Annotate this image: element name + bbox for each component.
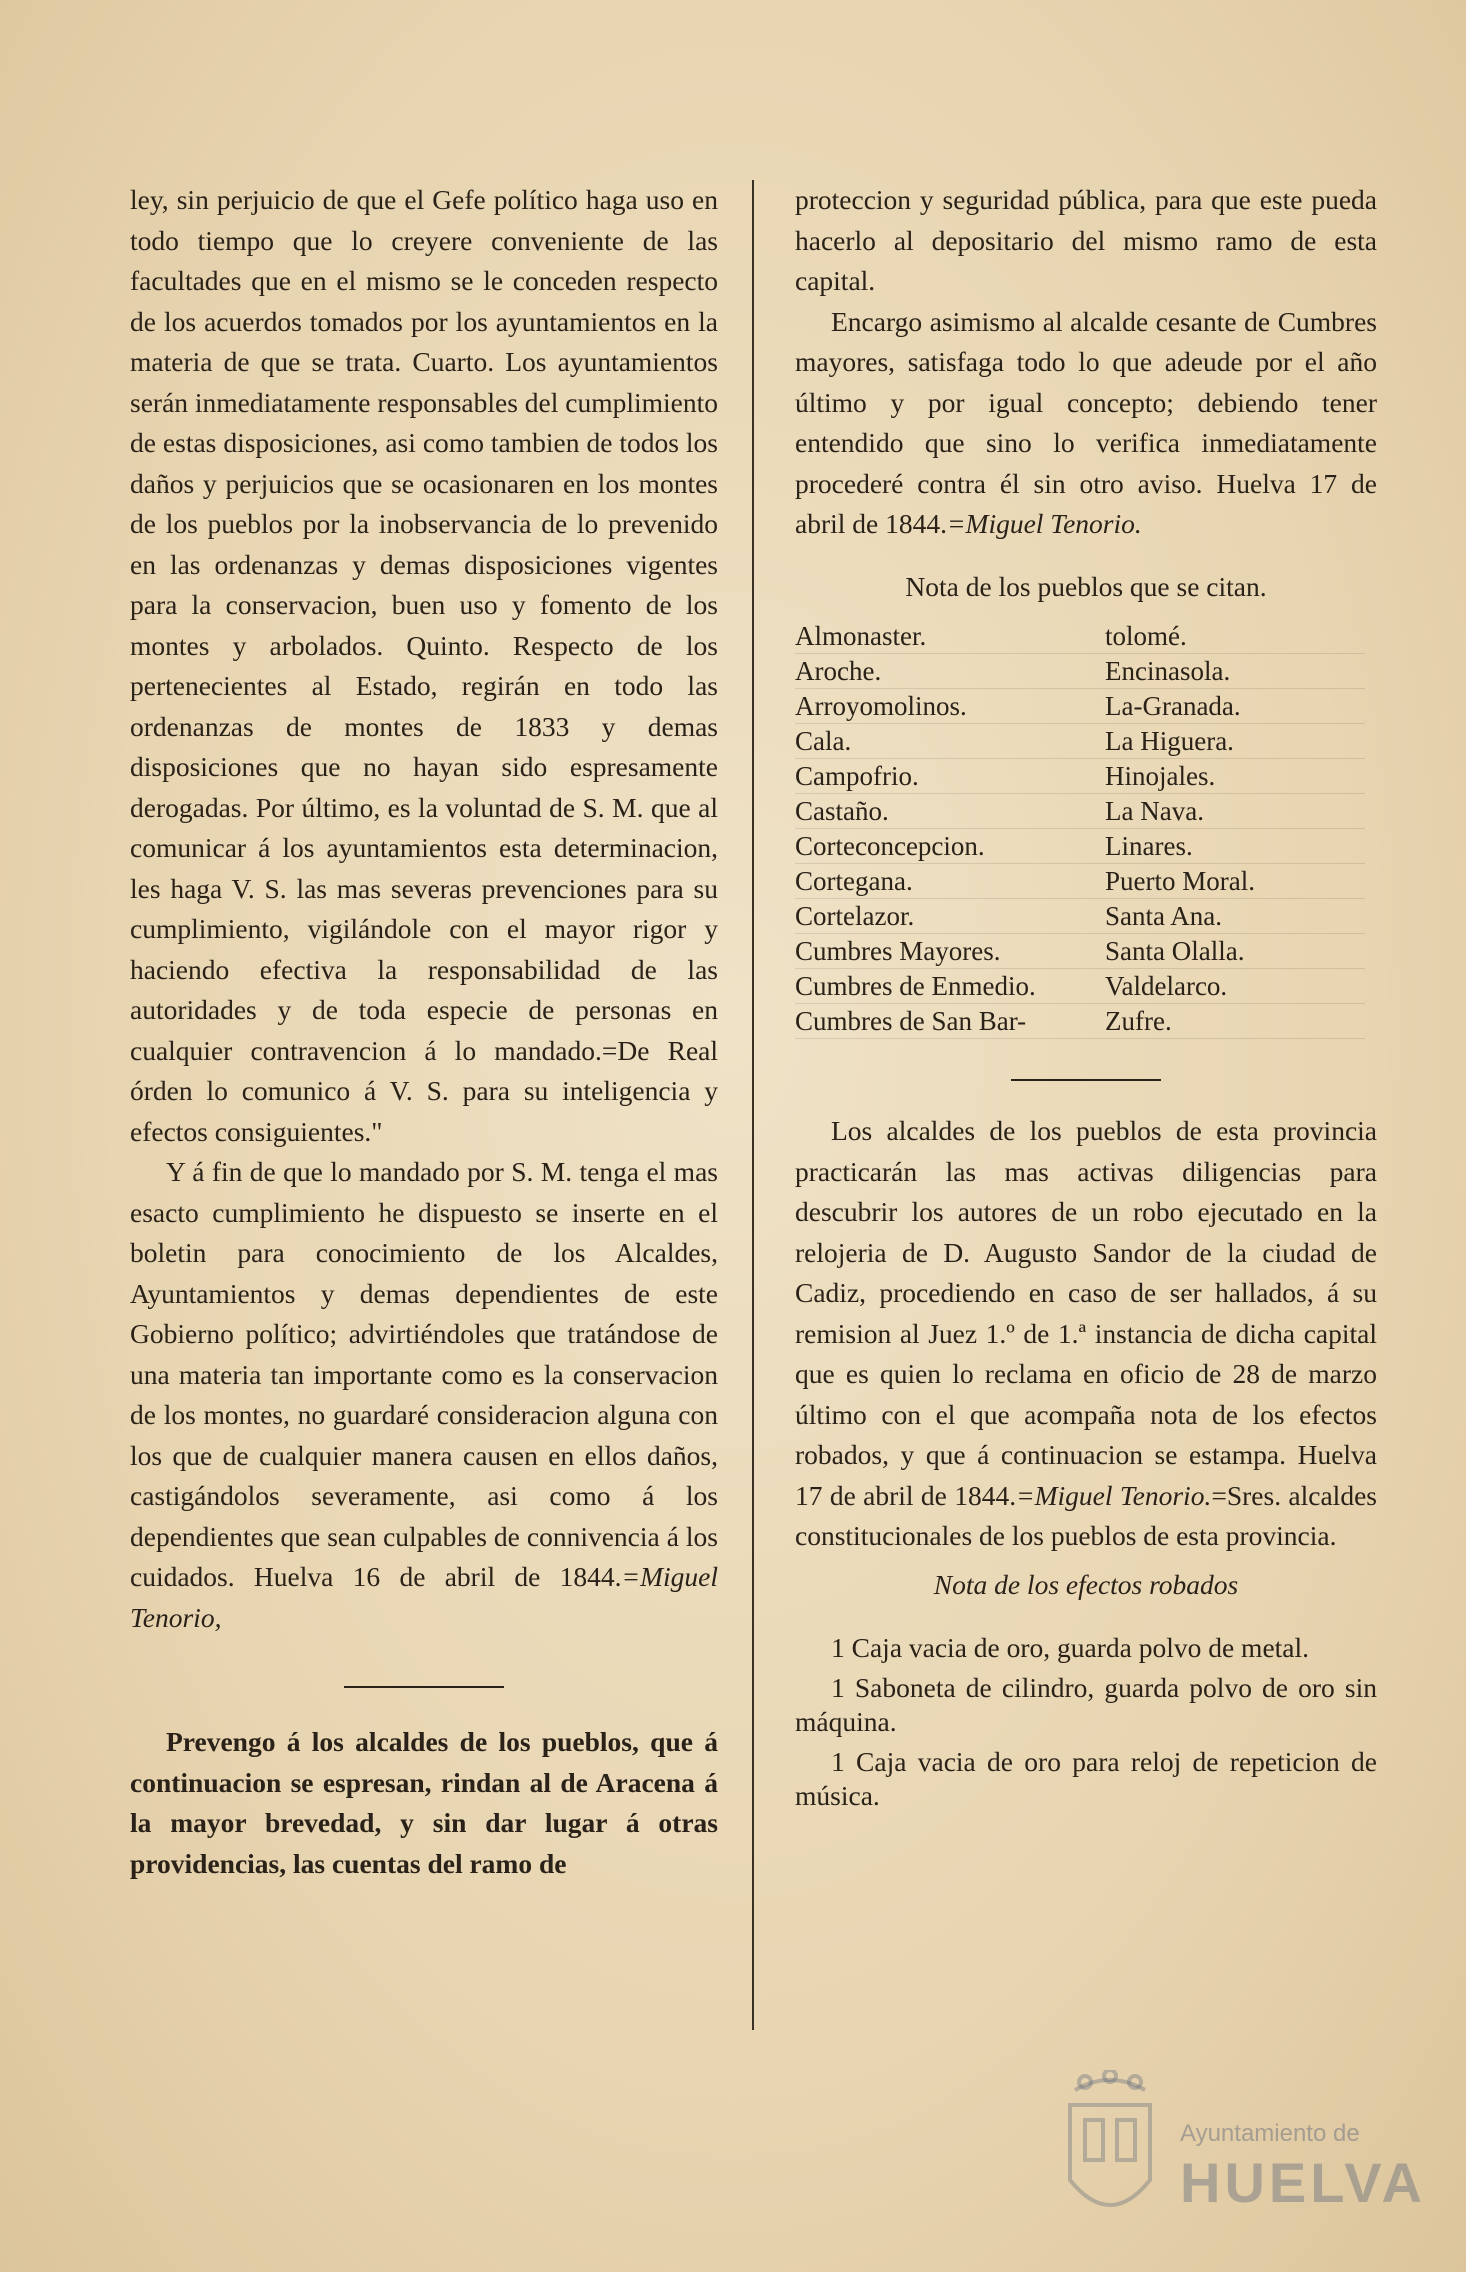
left-section-rule [344,1686,504,1688]
left-paragraph-1: ley, sin perjuicio de que el Gefe político haga uso en todo tiempo que lo creyere conveniente de las facultades que en el mismo se le conceden respecto de los acuerdos tomados por los ayuntamientos en la materia de que se trata. Cuarto. Los ayuntamientos serán inmediatamente responsables del cumplimiento de estas disposiciones, asi como tambien de todos los daños y perjuicios que se ocasionaren en los montes de los pueblos por la inobservancia de lo prevenido en las ordenanzas y demas disposiciones vigentes para la conservacion, buen uso y fomento de los montes y arbolados. Quinto. Respecto de los pertenecientes al Estado, regirán en todo las ordenanzas de montes de 1833 y demas disposiciones que no hayan sido espresamente derogadas. Por último, es la voluntad de S. M. que al comunicar á los ayuntamientos esta determinacion, les haga V. S. las mas severas prevenciones para su cumplimiento, vigilándole con el mayor rigor y haciendo efectiva la responsabilidad de las autoridades y de toda especie de personas en cualquier contravencion á lo mandado.=De Real órden lo comunico á V. S. para su inteligencia y efectos consiguientes." [130,184,719,1147]
town-item: Cumbres de Enmedio. [795,969,1105,1004]
column-divider [752,180,754,2030]
right-column [795,180,1377,1819]
stolen-item: 1 Caja vacia de oro para reloj de repeticion de música. [795,1746,1377,1811]
town-item: Santa Ana. [1105,899,1365,934]
town-item: Campofrio. [795,759,1105,794]
left-column [130,180,718,1884]
right-signature-1: =Miguel Tenorio. [946,508,1142,539]
town-item: Puerto Moral. [1105,864,1365,899]
left-signature: =Miguel Tenorio, [130,1561,718,1633]
town-item: Cortelazor. [795,899,1105,934]
town-item: La-Granada. [1105,689,1365,724]
town-item: Castaño. [795,794,1105,829]
town-item: Valdelarco. [1105,969,1365,1004]
right-section-rule [1011,1079,1161,1081]
town-item: Aroche. [795,654,1105,689]
stolen-item: 1 Caja vacia de oro, guarda polvo de metal. [831,1632,1310,1663]
left-paragraph-3: Prevengo á los alcaldes de los pueblos, que á continuacion se espresan, rindan al de Aracena á la mayor brevedad, y sin dar lugar á otras providencias, las cuentas del ramo de [130,1726,718,1879]
left-paragraph-2-text: Y á fin de que lo mandado por S. M. tenga el mas esacto cumplimiento he dispuesto se inserte en el boletin para conocimiento de los Alcaldes, Ayuntamientos y demas dependientes de este Gobierno político; advirtiéndoles que tratándose de una materia tan importante como es la conservacion de los montes, no guardaré consideracion alguna con los que de cualquier manera causen en ellos daños, castigándolos severamente, asi como á los dependientes que sean culpables de connivencia á los cuidados. Huelva 16 de abril de 1844. [130,1156,718,1592]
town-item: Encinasola. [1105,654,1365,689]
town-item: La Nava. [1105,794,1365,829]
right-paragraph-3 [795,1111,1377,1557]
town-item: Cortegana. [795,864,1105,899]
town-item: La Higuera. [1105,724,1365,759]
town-item: Cumbres de San Bar- [795,1004,1105,1039]
items-heading: Nota de los efectos robados [933,1568,1239,1600]
right-paragraph-2-text: Encargo asimismo al alcalde cesante de Cumbres mayores, satisfaga todo lo que adeude por el año último y por igual concepto; debiendo tener entendido que sino lo verifica inmediatamente procederé contra él sin otro aviso. Huelva 17 de abril de 1844. [795,305,1377,539]
town-item: Cumbres Mayores. [795,934,1105,969]
town-item: Linares. [1105,829,1365,864]
right-paragraph-1: proteccion y seguridad pública, para que este pueda hacerlo al depositario del mismo ramo de esta capital. [795,184,1377,296]
town-item: Almonaster. [795,619,1105,654]
towns-heading: Nota de los pueblos que se citan. [905,570,1267,602]
left-paragraph-2 [130,1152,718,1638]
town-item: tolomé. [1105,619,1365,654]
town-item: Cala. [795,724,1105,759]
bleed-through-text [320,20,650,160]
town-item: Santa Olalla. [1105,934,1365,969]
town-item: Hinojales. [1105,759,1365,794]
stamp-city: HUELVA [1180,2151,1426,2214]
right-paragraph-3-text: Los alcaldes de los pueblos de esta provincia practicarán las mas activas diligencias para descubrir los autores de un robo ejecutado en la relojeria de D. Augusto Sandor de la ciudad de Cadiz, procediendo en caso de ser hallados, á su remision al Juez 1.º de 1.ª instancia de dicha capital que es quien lo reclama en oficio de 28 de marzo último con el que acompaña nota de los efectos robados, y que á continuacion se estampa. Huelva 17 de abril de 1844. [795,1115,1377,1511]
stolen-item: 1 Saboneta de cilindro, guarda polvo de oro sin máquina. [795,1672,1377,1737]
items-list [795,1631,1377,1813]
right-signature-2: =Miguel Tenorio. [1016,1479,1212,1511]
town-item: Zufre. [1105,1004,1365,1039]
towns-list [795,619,1377,1039]
right-paragraph-2 [795,302,1377,545]
right-paragraph-3-tail: =Sres. alcaldes constitucionales de los pueblos de esta provincia. [795,1479,1377,1551]
town-item: Corteconcepcion. [795,829,1105,864]
town-item: Arroyomolinos. [795,689,1105,724]
stamp-label: Ayuntamiento de [1180,2120,1360,2147]
